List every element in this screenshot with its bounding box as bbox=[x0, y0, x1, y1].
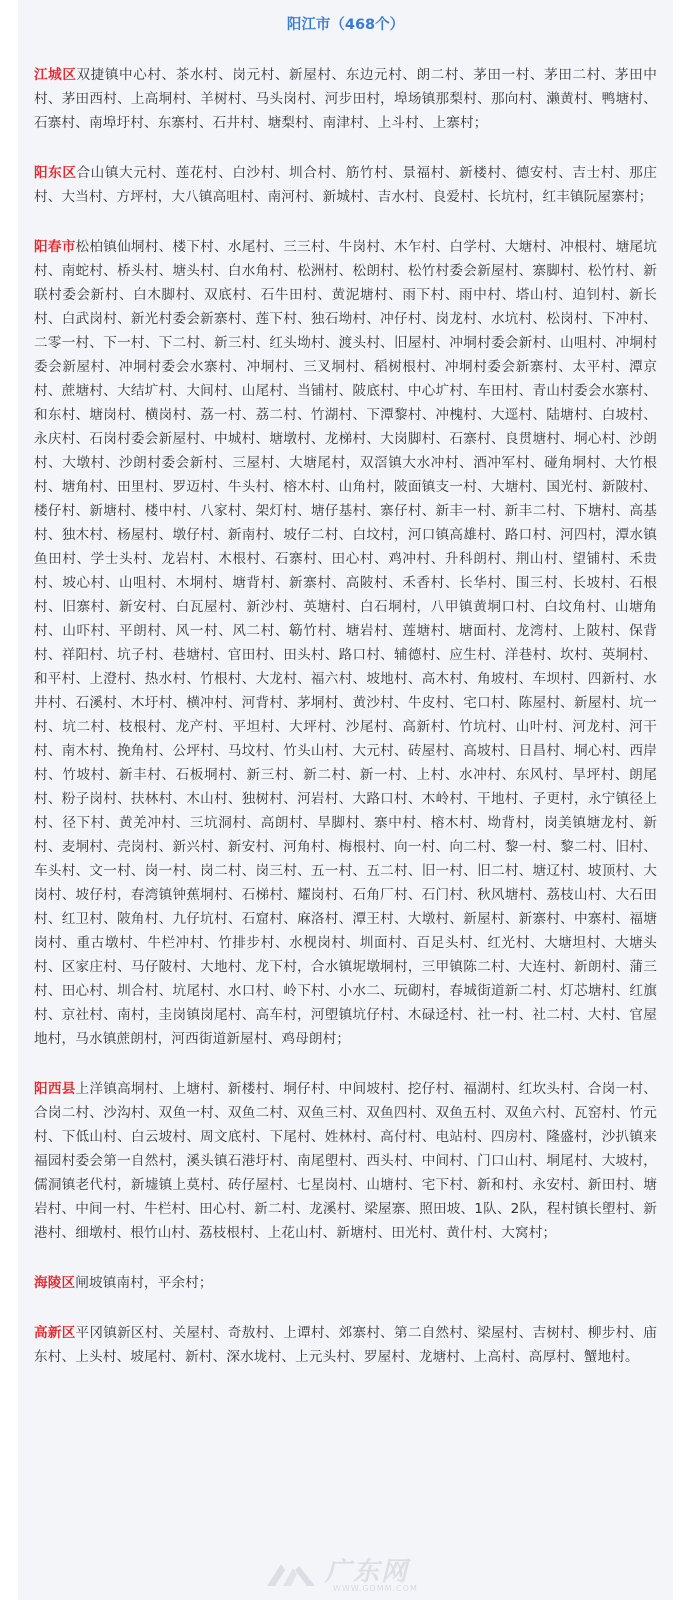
district-section-jiangcheng bbox=[34, 63, 657, 135]
page-title: 阳江市（468个） bbox=[286, 17, 405, 33]
village-list: 闸坡镇南村，平余村； bbox=[75, 1275, 213, 1291]
district-section-yangdong bbox=[34, 161, 657, 209]
village-list: 平冈镇新区村、关屋村、奇敖村、上谭村、郊寨村、第二自然村、梁屋村、吉树村、柳步村、庙东村、上头村、坡尾村、新村、深水垅村、上元头村、罗屋村、龙塘村、上高村、高厚村、蟹地村。 bbox=[34, 1325, 658, 1365]
district-name: 江城区 bbox=[34, 67, 77, 83]
district-section-gaoxin bbox=[34, 1321, 657, 1369]
district-section-hailing bbox=[34, 1271, 657, 1295]
district-section-yangchun bbox=[34, 235, 657, 1051]
district-name: 阳东区 bbox=[34, 165, 77, 181]
gdmm-logo-icon bbox=[263, 1560, 319, 1590]
village-list: 上洋镇高垌村、上塘村、新楼村、垌仔村、中间坡村、挖仔村、福湖村、红坎头村、合岗一村、合岗二村、沙沟村、双鱼一村、双鱼二村、双鱼三村、双鱼四村、双鱼五村、双鱼六村、瓦窑村、竹元村、下低山村、白云坡村、周文底村、下尾村、姓林村、高付村、电站村、四房村、隆盛村，沙扒镇来福园村委会第一自然村，溪头镇石港圩村、南尾塱村、西头村、中间村、门口山村、垌尾村、大坡村，儒洞镇老代村，新墟镇上莫村、砖仔屋村、七星岗村、山塘村、宅下村、新和村、永安村、新田村、塘岩村、中间一村、牛栏村、田心村、新二村、龙溪村、梁屋寨、照田坡、1队、2队，程村镇长塱村、新港村、细墩村、根竹山村、荔枝根村、上花山村、新塘村、田光村、黄什村、大窝村； bbox=[34, 1081, 658, 1241]
district-name: 高新区 bbox=[34, 1325, 76, 1341]
district-section-yangxi bbox=[34, 1077, 657, 1245]
watermark-text: 广东网 bbox=[325, 1557, 410, 1587]
district-name: 阳西县 bbox=[34, 1081, 76, 1097]
district-name: 海陵区 bbox=[34, 1275, 76, 1291]
article-page bbox=[18, 0, 673, 1600]
village-list: 双捷镇中心村、茶水村、岗元村、新屋村、东边元村、朗二村、茅田一村、茅田二村、茅田中村、茅田西村、上高垌村、羊树村、马头岗村、河步田村，埠场镇那梨村、那向村、濑黄村、鸭塘村、石寨村、南埠圩村、东寨村、石井村、塘梨村、南津村、上斗村、上寨村； bbox=[34, 67, 657, 131]
site-watermark bbox=[263, 1558, 463, 1594]
village-list: 合山镇大元村、莲花村、白沙村、圳合村、筋竹村、景福村、新楼村、德安村、吉士村、那庄村、大当村、方坪村，大八镇高咀村、南河村、新城村、吉水村、良爱村、长坑村，红丰镇阮屋寨村； bbox=[34, 165, 657, 205]
village-list: 松柏镇仙垌村、楼下村、水尾村、三三村、牛岗村、木乍村、白学村、大塘村、冲根村、塘尾坑村、南蛇村、桥头村、塘头村、白水角村、松洲村、松朗村、松竹村委会新屋村、寨脚村、松竹村、新联村委会新村、白木脚村、双底村、石牛田村、黄泥塘村、雨下村、雨中村、塔山村、迫钊村、新长村、白武岗村、新光村委会新寨村、莲下村、独石坳村、冲仔村、岗龙村、水坑村、松岗村、下冲村、二零一村、下一村、下二村、新三村、红头坳村、渡头村、旧屋村、冲垌村委会新村、山咀村、冲垌村委会新屋村、冲垌村委会水寨村、冲垌村、三叉垌村、稻树根村、冲垌村委会新寨村、太平村、潭京村、蔗塘村、大结圹村、大间村、山尾村、当铺村、陂底村、中心圹村、车田村、青山村委会水寨村、和东村、塘岗村、横岗村、荔一村、荔二村、竹湖村、下潭黎村、冲槐村、大逕村、陆塘村、白坡村、永庆村、石岗村委会新屋村、中城村、塘墩村、龙梯村、大岗脚村、石寨村、良贯塘村、垌心村、沙朗村、大墩村、沙朗村委会新村、三屋村、大塘尾村，双滘镇大水冲村、酒冲军村、碰角垌村、大竹根村、塘角村、田里村、罗迈村、牛头村、榕木村、山角村，陂面镇支一村、大塘村、国光村、新陂村、楼仔村、新塘村、楼中村、八家村、架灯村、塘仔基村、寨仔村、新丰一村、新丰二村、下塘村、高基村、独木村、杨屋村、墩仔村、新南村、坡仔二村、白坟村，河口镇高雄村、路口村、河四村，潭水镇鱼田村、学士头村、龙岩村、木根村、石寨村、田心村、鸡冲村、升科朗村、荆山村、望铺村、禾贵村、坡心村、山咀村、木垌村、塘背村、新寨村、高陂村、禾香村、长华村、围三村、长坡村、石根村、旧寨村、新安村、白瓦屋村、新沙村、英塘村、白石垌村，八甲镇黄垌口村、白坟角村、山塘角村、山吓村、平朗村、风一村、风二村、簕竹村、塘岩村、莲塘村、塘面村、龙湾村、上陂村、保背村、祥阳村、坑子村、巷塘村、官田村、田头村、路口村、辅德村、应生村、洋巷村、坎村、英垌村、和平村、上澄村、热水村、竹根村、大龙村、福六村、坡地村、高木村、角坡村、车坝村、四新村、水井村、石溪村、木圩村、横冲村、河背村、茅垌村、黄沙村、牛皮村、宅口村、陈屋村、新屋村、坑一村、坑二村、枝根村、龙产村、平坦村、大坪村、沙尾村、高新村、竹坑村、山叶村、河龙村、河干村、南木村、挽角村、公坪村、马坟村、竹头山村、大元村、砖屋村、高坡村、日昌村、垌心村、西岸村、竹坡村、新丰村、石板垌村、新三村、新二村、新一村、上村、水冲村、东风村、旱坪村、朗尾村、粉子岗村、扶林村、木山村、独树村、河岩村、大路口村、木岭村、干地村、子更村，永宁镇径上村、径下村、黄羌冲村、三坑洞村、高朗村、旱脚村、寨中村、榕木村、坳背村，岗美镇塘龙村、新村、麦垌村、壳岗村、新兴村、新安村、河角村、梅根村、向一村、向二村、黎一村、黎二村、旧村、车头村、文一村、岗一村、岗二村、岗三村、五一村、五二村、旧一村、旧二村、塘辽村、坡顶村、大岗村、坡仔村，春湾镇钟蕉垌村、石梯村、耀岗村、石角厂村、石门村、秋风塘村、荔枝山村、大石田村、红卫村、陂角村、九仔坑村、石窟村、麻洛村、潭王村、大墩村、新屋村、新寨村、中寨村、福塘岗村、重古墩村、牛栏冲村、竹排步村、水枧岗村、圳面村、百足头村、红光村、大塘坦村、大塘头村、区家庄村、马仔陂村、大地村、龙下村，合水镇坭墩垌村，三甲镇陈二村、大连村、新朗村、蒲三村、田心村、圳合村、坑尾村、水口村、岭下村、小水二、玩砌村，春城街道新二村、灯芯塘村、红旗村、京社村、南村，圭岗镇岗尾村、高车村，河塱镇坑仔村、木碌迳村、社一村、社二村、大村、官屋地村，马水镇蔗朗村，河西街道新屋村、鸡母朗村； bbox=[34, 239, 658, 1047]
district-name: 阳春市 bbox=[34, 239, 76, 255]
watermark-url: WWW.GDMM.COM bbox=[333, 1584, 418, 1593]
